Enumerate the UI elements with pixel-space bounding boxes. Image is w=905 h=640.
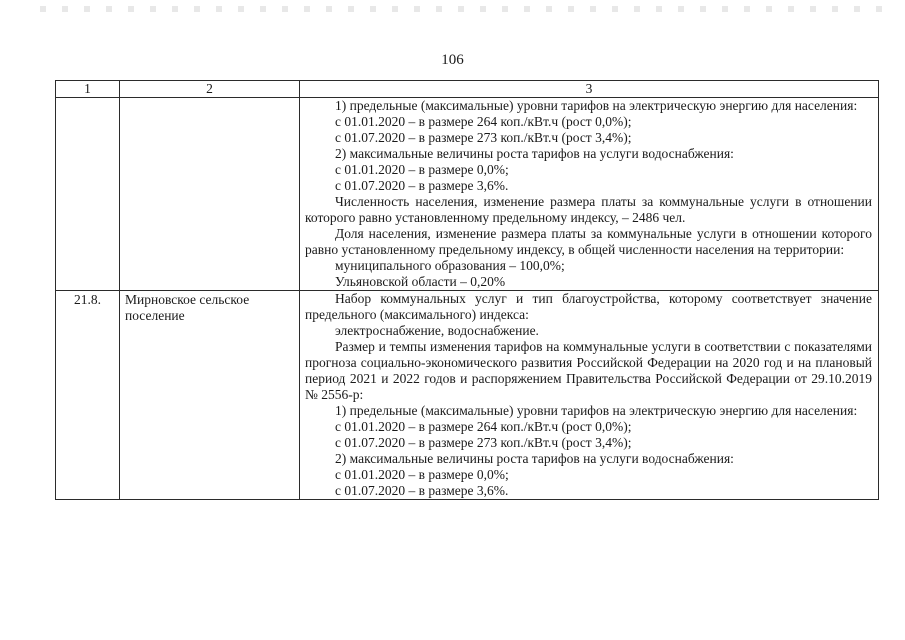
paragraph: муниципального образования – 100,0%; [335,258,565,273]
table-row-21-8 [56,291,879,500]
paragraph: с 01.01.2020 – в размере 264 коп./кВт.ч (рост 0,0%); [335,419,632,434]
paragraph: с 01.07.2020 – в размере 3,6%. [335,483,509,498]
row-number-cell: 21.8. [56,291,120,500]
paragraph: с 01.07.2020 – в размере 273 коп./кВт.ч (рост 3,4%); [335,435,632,450]
paragraph: Доля населения, изменение размера платы за коммунальные услуги в отношении которого равно установленному предельному индексу, в общей численности населения на территории: [305,226,872,257]
paragraph: 2) максимальные величины роста тарифов на услуги водоснабжения: [335,146,734,161]
page-number: 106 [441,52,464,68]
table-header-row [56,81,879,98]
paragraph: Набор коммунальных услуг и тип благоустройства, которому соответствует значение предельного (максимального) индекса: [305,291,872,322]
paragraph: Численность населения, изменение размера платы за коммунальные услуги в отношении которого равно установленному предельному индексу, – 2486 чел. [305,194,872,225]
table-row-continuation [56,98,879,291]
paragraph: электроснабжение, водоснабжение. [335,323,539,338]
tariff-table [55,80,879,500]
row-name-cell [120,98,300,291]
paragraph: с 01.07.2020 – в размере 3,6%. [335,178,509,193]
paragraph: с 01.01.2020 – в размере 264 коп./кВт.ч (рост 0,0%); [335,114,632,129]
row-number-cell [56,98,120,291]
column-header-1: 1 [56,81,120,98]
column-header-2: 2 [120,81,300,98]
row-text-cell [300,98,879,291]
paragraph: Размер и темпы изменения тарифов на коммунальные услуги в соответствии с показателями прогноза социально-экономического развития Российской Федерации на 2020 год и на плановый период 2021 и 2022 годов и распоряжением Правительства Российской Федерации от 29.10.2019 № 2556-р: [305,339,872,402]
row-name-cell: Мирновское сельское поселение [120,291,300,500]
paragraph: 2) максимальные величины роста тарифов на услуги водоснабжения: [335,451,734,466]
paragraph: 1) предельные (максимальные) уровни тарифов на электрическую энергию для населения: [335,98,858,113]
paragraph: с 01.07.2020 – в размере 273 коп./кВт.ч (рост 3,4%); [335,130,632,145]
paragraph: с 01.01.2020 – в размере 0,0%; [335,467,509,482]
paragraph: 1) предельные (максимальные) уровни тарифов на электрическую энергию для населения: [335,403,858,418]
paragraph: с 01.01.2020 – в размере 0,0%; [335,162,509,177]
paragraph: Ульяновской области – 0,20% [335,274,506,289]
column-header-3: 3 [300,81,879,98]
scan-edge-artifact [40,6,895,12]
row-text-cell [300,291,879,500]
